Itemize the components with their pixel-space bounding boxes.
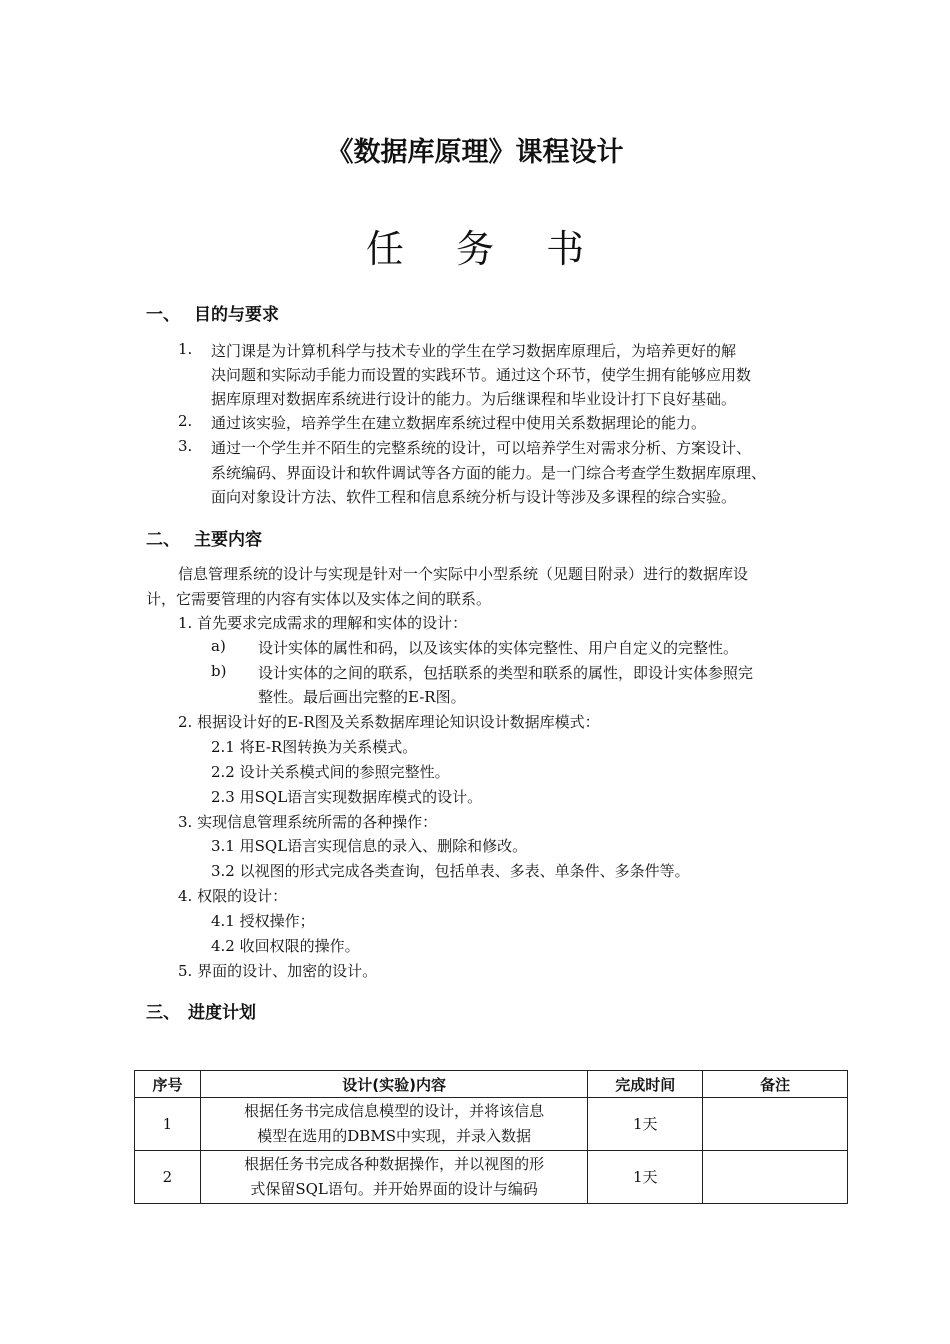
table-header-row (135, 1071, 848, 1098)
row-note (703, 1098, 848, 1151)
content-item-2: 2. 根据设计好的E-R图及关系数据库理论知识设计数据库模式： (178, 713, 600, 731)
intro-line: 计，它需要管理的内容有实体以及实体之间的联系。 (146, 590, 492, 608)
section3-heading (146, 998, 256, 1023)
section2-heading (146, 525, 262, 550)
row-content-line: 模型在选用的DBMS中实现，并录入数据 (257, 1127, 531, 1145)
list-item-line: 决问题和实际动手能力而设置的实践环节。通过这个环节，使学生拥有能够应用数 (211, 366, 752, 384)
sub-item-b: 设计实体的之间的联系，包括联系的类型和联系的属性，即设计实体参照完 (258, 664, 754, 682)
section1-number: 一、 (146, 305, 180, 325)
row-number: 1 (135, 1098, 201, 1151)
section3-title: 进度计划 (188, 1003, 256, 1023)
document-subtitle: 任 务 书 (365, 227, 605, 271)
table-row (135, 1098, 848, 1151)
row-time: 1天 (588, 1151, 703, 1204)
intro-line: 信息管理系统的设计与实现是针对一个实际中小型系统（见题目附录）进行的数据库设 (178, 565, 749, 583)
content-item-5: 5. 界面的设计、加密的设计。 (178, 962, 378, 980)
sub-item-3-2: 3.2 以视图的形式完成各类查询，包括单表、多表、单条件、多条件等。 (211, 862, 690, 880)
list-item-line: 面向对象设计方法、软件工程和信息系统分析与设计等涉及多课程的综合实验。 (211, 488, 737, 506)
document-title: 《数据库原理》课程设计 (326, 137, 624, 168)
sub-item-a: 设计实体的属性和码，以及该实体的实体完整性、用户自定义的完整性。 (258, 639, 739, 657)
sub-item-4-1: 4.1 授权操作； (211, 912, 315, 930)
list-item-line: 系统编码、界面设计和软件调试等各方面的能力。是一门综合考查学生数据库原理、 (211, 464, 767, 482)
sub-item-tag: a) (211, 637, 226, 655)
sub-item-3-1: 3.1 用SQL语言实现信息的录入、删除和修改。 (211, 837, 528, 855)
sub-item-b-cont: 整性。最后画出完整的E-R图。 (258, 688, 466, 706)
row-content-line: 根据任务书完成各种数据操作，并以视图的形 (244, 1155, 545, 1173)
section3-number: 三、 (146, 1003, 180, 1023)
list-item-line: 据库原理对数据库系统进行设计的能力。为后继课程和毕业设计打下良好基础。 (211, 390, 737, 408)
row-content (200, 1098, 587, 1151)
row-number: 2 (135, 1151, 201, 1204)
row-content-line: 根据任务书完成信息模型的设计，并将该信息 (244, 1102, 545, 1120)
schedule-table (134, 1070, 848, 1204)
list-item-line: 通过一个学生并不陌生的完整系统的设计，可以培养学生对需求分析、方案设计、 (211, 439, 752, 457)
table-row (135, 1151, 848, 1204)
column-header: 完成时间 (588, 1071, 703, 1098)
list-item-number: 1. (178, 340, 193, 358)
sub-item-2-2: 2.2 设计关系模式间的参照完整性。 (211, 763, 450, 781)
section2-title: 主要内容 (194, 530, 262, 550)
row-content (200, 1151, 587, 1204)
column-header: 备注 (703, 1071, 848, 1098)
section1-title: 目的与要求 (194, 305, 279, 325)
list-item-number: 2. (178, 412, 193, 430)
section1-heading (146, 300, 279, 325)
list-item-number: 3. (178, 437, 193, 455)
list-item-line: 这门课是为计算机科学与技术专业的学生在学习数据库原理后，为培养更好的解 (211, 342, 737, 360)
row-note (703, 1151, 848, 1204)
list-item-line: 通过该实验，培养学生在建立数据库系统过程中使用关系数据理论的能力。 (211, 414, 707, 432)
content-item-4: 4. 权限的设计： (178, 887, 288, 905)
row-time: 1天 (588, 1098, 703, 1151)
content-item-1: 1. 首先要求完成需求的理解和实体的设计： (178, 614, 468, 632)
row-content-line: 式保留SQL语句。并开始界面的设计与编码 (250, 1180, 538, 1198)
sub-item-2-1: 2.1 将E-R图转换为关系模式。 (211, 738, 418, 756)
content-item-3: 3. 实现信息管理系统所需的各种操作： (178, 813, 438, 831)
column-header: 序号 (135, 1071, 201, 1098)
sub-item-2-3: 2.3 用SQL语言实现数据库模式的设计。 (211, 788, 483, 806)
sub-item-tag: b) (211, 662, 227, 680)
section2-number: 二、 (146, 530, 180, 550)
column-header: 设计(实验)内容 (200, 1071, 587, 1098)
sub-item-4-2: 4.2 收回权限的操作。 (211, 937, 360, 955)
